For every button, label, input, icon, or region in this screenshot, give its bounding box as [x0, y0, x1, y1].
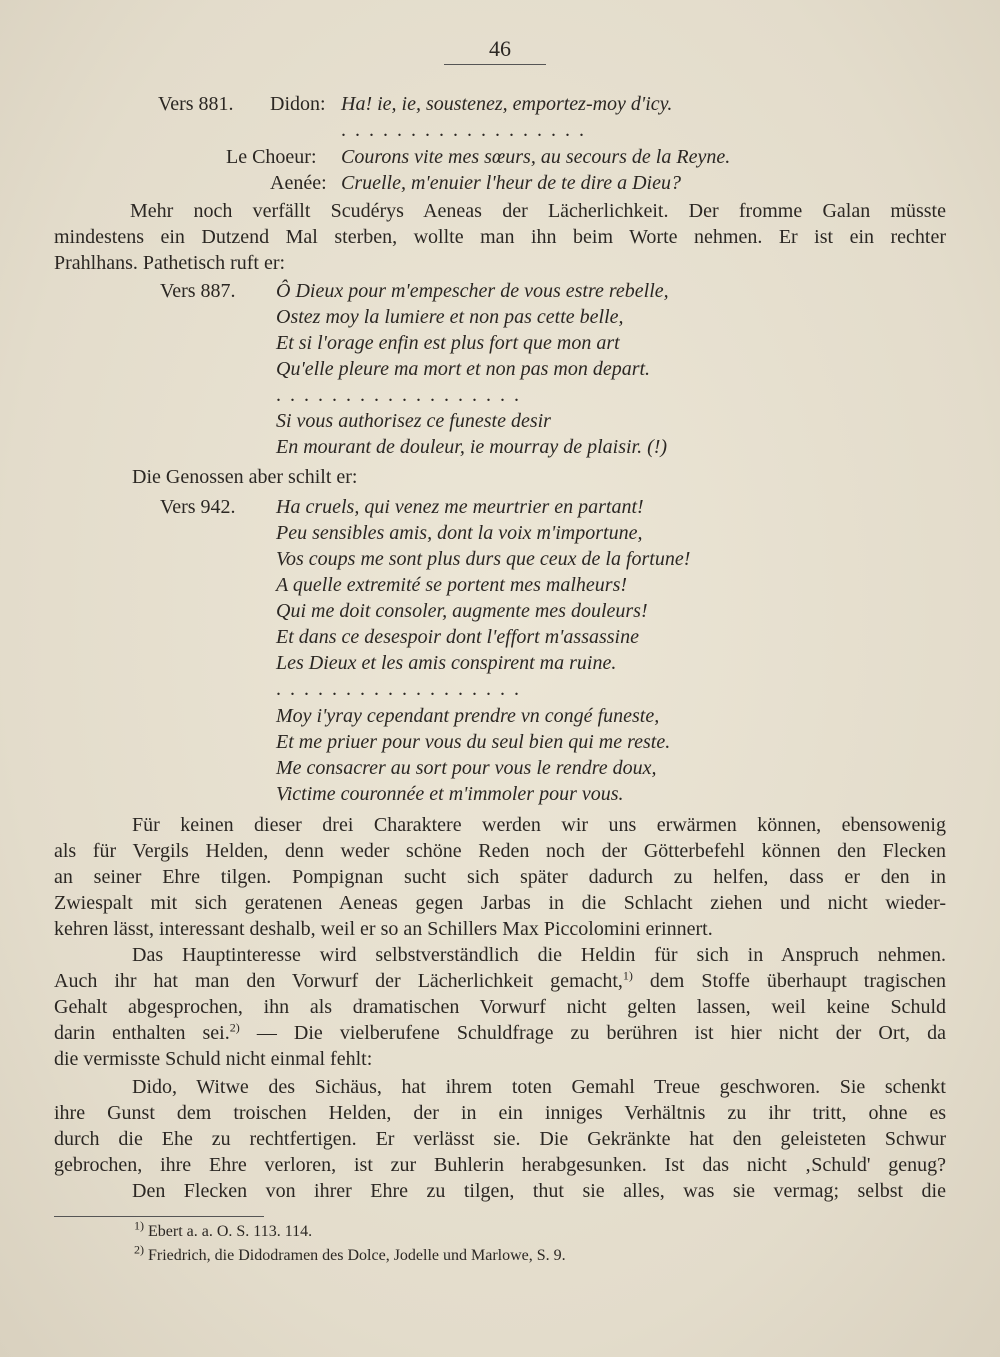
paragraph-line: die vermisste Schuld nicht einmal fehlt: [54, 1048, 373, 1070]
paragraph-line: ihre Gunst dem troischen Helden, der in ein inniges Verhältnis zu ihr tritt, ohne es [54, 1102, 946, 1124]
verse-line: Qui me doit consoler, augmente mes douleurs! [276, 600, 648, 622]
paragraph-line: Für keinen dieser drei Charaktere werden wir uns erwärmen können, ebensowenig [132, 814, 946, 836]
verse-line: Courons vite mes sœurs, au secours de la Reyne. [341, 146, 731, 168]
paragraph-line: mindestens ein Dutzend Mal sterben, wollte man ihn beim Worte nehmen. Er ist ein rechter [54, 226, 946, 248]
paragraph-line: darin enthalten sei.$^{2)}$ — Die vielberufene Schuldfrage zu berühren ist hier nicht der Ort, da [54, 1020, 946, 1044]
footnote: $^{2)}$ Friedrich, die Didodramen des Dolce, Jodelle und Marlowe, S. 9. [134, 1242, 566, 1264]
verse-line: Et dans ce desespoir dont l'effort m'assassine [276, 626, 639, 648]
verse-line: Moy i'yray cependant prendre vn congé funeste, [276, 705, 660, 727]
paragraph-line: an seiner Ehre tilgen. Pompignan sucht sich später dadurch zu helfen, dass er den in [54, 866, 946, 888]
footnote-ref: 2) [229, 1020, 240, 1035]
verse-line: Peu sensibles amis, dont la voix m'importune, [276, 522, 643, 544]
speaker-aenee: Aenée: [270, 172, 327, 194]
paragraph-line: Das Hauptinteresse wird selbstverständlich die Heldin für sich in Anspruch nehmen. [132, 944, 946, 966]
verse-line: Vos coups me sont plus durs que ceux de la fortune! [276, 548, 691, 570]
ellipsis-dots: . . . . . . . . . . . . . . . . . . [276, 678, 521, 700]
verse-line: Ô Dieux pour m'empescher de vous estre rebelle, [276, 280, 669, 302]
paragraph-line: als für Vergils Helden, denn weder schöne Reden noch der Götterbefehl können den Flecken [54, 840, 946, 862]
verse-line: Si vous authorisez ce funeste desir [276, 410, 551, 432]
verse-line: Cruelle, m'enuier l'heur de te dire a Dieu? [341, 172, 681, 194]
verse-line: Et me priuer pour vous du seul bien qui me reste. [276, 731, 671, 753]
verse-line: Les Dieux et les amis conspirent ma ruine. [276, 652, 617, 674]
verse-line: En mourant de douleur, ie mourray de plaisir. (!) [276, 436, 668, 458]
footnote-ref: 1) [622, 968, 633, 983]
paragraph-line: gebrochen, ihre Ehre verloren, ist zur Buhlerin herabgesunken. Ist das nicht ‚Schuld' genug? [54, 1154, 946, 1176]
verse-line: Ha! ie, ie, soustenez, emportez-moy d'icy. [341, 93, 673, 115]
speaker-choeur: Le Choeur: [226, 146, 317, 168]
paragraph-line: Mehr noch verfällt Scudérys Aeneas der Lächerlichkeit. Der fromme Galan müsste [130, 200, 946, 222]
page-number: 46 [489, 36, 511, 61]
verse-ref-887: Vers 887. [160, 280, 236, 302]
paragraph-line: Dido, Witwe des Sichäus, hat ihrem toten Gemahl Treue geschworen. Sie schenkt [132, 1076, 946, 1098]
paragraph-line: Zwiespalt mit sich geratenen Aeneas gegen Jarbas in die Schlacht ziehen und nicht wieder- [54, 892, 946, 914]
verse-line: Victime couronnée et m'immoler pour vous. [276, 783, 624, 805]
speaker-didon: Didon: [270, 93, 326, 115]
verse-line: Qu'elle pleure ma mort et non pas mon depart. [276, 358, 651, 380]
verse-ref-881: Vers 881. [158, 93, 234, 115]
paragraph-line: Gehalt abgesprochen, ihn als dramatischen Vorwurf nicht gelten lassen, weil keine Schuld [54, 996, 946, 1018]
verse-line: Ostez moy la lumiere et non pas cette belle, [276, 306, 624, 328]
paragraph-line: Prahlhans. Pathetisch ruft er: [54, 252, 286, 274]
paragraph-line: kehren lässt, interessant deshalb, weil er so an Schillers Max Piccolomini erinnert. [54, 918, 713, 940]
ellipsis-dots: . . . . . . . . . . . . . . . . . . [276, 384, 521, 406]
verse-line: Ha cruels, qui venez me meurtrier en partant! [276, 496, 644, 518]
transition-text: Die Genossen aber schilt er: [132, 466, 358, 488]
paragraph-line: Auch ihr hat man den Vorwurf der Lächerlichkeit gemacht,$^{1)}$ dem Stoffe überhaupt tragischen [54, 968, 946, 992]
verse-line: Et si l'orage enfin est plus fort que mon art [276, 332, 620, 354]
footnote-rule [54, 1216, 264, 1217]
ellipsis-dots: . . . . . . . . . . . . . . . . . . [341, 119, 586, 141]
verse-line: Me consacrer au sort pour vous le rendre doux, [276, 757, 657, 779]
verse-ref-942: Vers 942. [160, 496, 236, 518]
footnote: $^{1)}$ Ebert a. a. O. S. 113. 114. [134, 1218, 313, 1240]
paragraph-line: Den Flecken von ihrer Ehre zu tilgen, thut sie alles, was sie vermag; selbst die [132, 1180, 946, 1202]
verse-line: A quelle extremité se portent mes malheurs! [276, 574, 628, 596]
paragraph-line: durch die Ehe zu rechtfertigen. Er verlässt sie. Die Gekränkte hat den geleisteten Schwur [54, 1128, 946, 1150]
page-number-rule [444, 64, 546, 65]
